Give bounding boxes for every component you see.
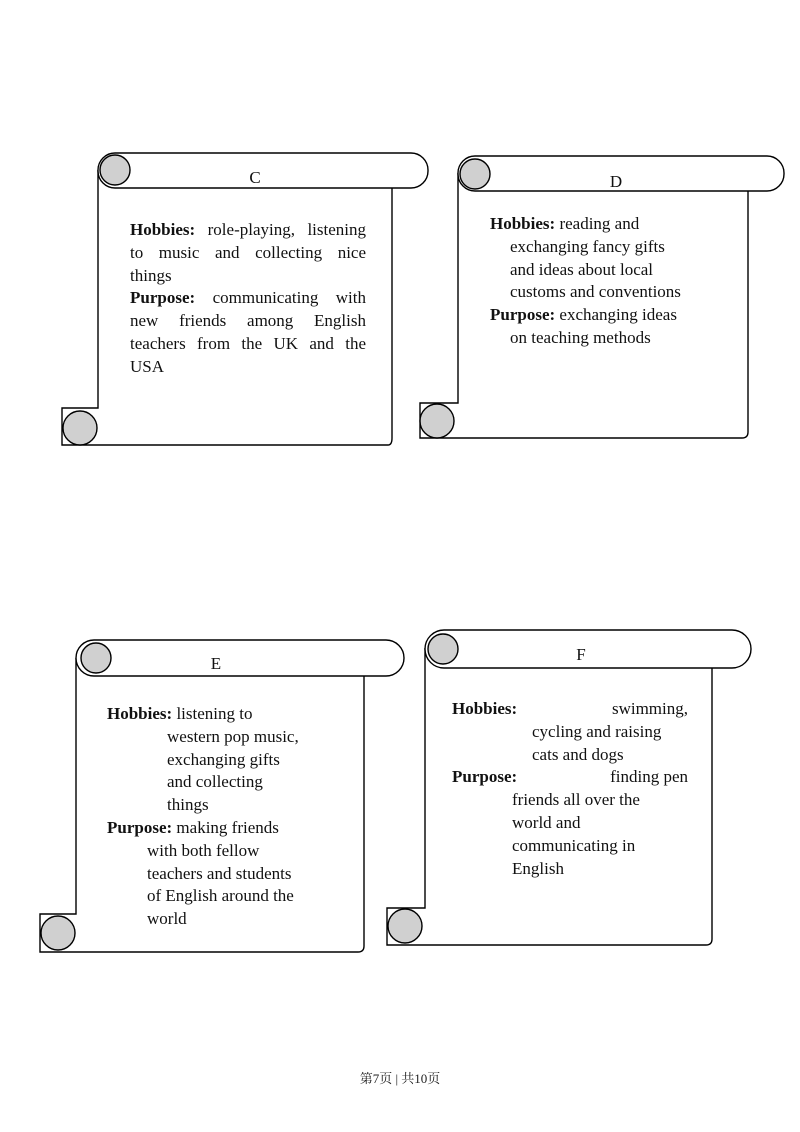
hobbies-label: Hobbies:	[490, 214, 556, 233]
purpose-text: friends all over the	[512, 790, 640, 810]
card-e-purpose	[107, 817, 331, 840]
hobbies-text: exchanging fancy gifts	[510, 236, 665, 256]
purpose-text: teachers and students	[147, 863, 292, 883]
card-d-body	[490, 213, 722, 350]
hobbies-text: listening to music and	[130, 220, 366, 262]
purpose-label: Purpose:	[130, 288, 196, 308]
page-footer: 第7页 | 共10页	[359, 1071, 441, 1086]
purpose-text: on teaching methods	[510, 327, 651, 347]
card-d-purpose	[490, 304, 722, 327]
purpose-text: world	[147, 909, 187, 929]
purpose-text: with both fellow	[147, 840, 260, 860]
hobbies-text: cats and dogs	[532, 744, 624, 764]
card-c-body	[130, 219, 366, 379]
card-c-purpose	[130, 287, 366, 378]
card-e-hobbies-cont	[107, 726, 331, 817]
hobbies-label: Hobbies:	[130, 220, 196, 239]
purpose-text: English teachers from the	[130, 311, 366, 353]
hobbies-label: Hobbies:	[452, 699, 518, 718]
hobbies-text: and ideas about local	[510, 259, 654, 279]
hobbies-text: and collecting	[167, 772, 263, 792]
hobbies-text: things	[167, 795, 209, 815]
purpose-text: making friends	[176, 817, 279, 837]
purpose-text: of English around the	[147, 886, 294, 906]
hobbies-label: Hobbies:	[107, 704, 173, 723]
card-d-purpose-cont	[490, 327, 722, 350]
purpose-label: Purpose:	[452, 767, 518, 787]
card-e-letter: E	[210, 654, 222, 673]
purpose-text: communicating in	[512, 835, 636, 855]
purpose-text: with new friends among	[130, 288, 367, 331]
hobbies-text: swimming,	[611, 699, 688, 718]
purpose-text: exchanging ideas	[559, 305, 677, 325]
hobbies-text: exchanging gifts	[167, 749, 280, 769]
hobbies-text: cycling and raising	[532, 721, 662, 741]
card-e-body	[107, 703, 331, 929]
purpose-text: communicating	[212, 288, 319, 308]
card-d-hobbies-cont	[490, 236, 722, 304]
card-e-hobbies	[107, 703, 331, 726]
card-d-hobbies	[490, 213, 722, 236]
card-f-purpose	[452, 766, 688, 789]
hobbies-text: western pop music,	[167, 726, 299, 746]
card-f-hobbies-cont	[452, 721, 688, 767]
purpose-label: Purpose:	[107, 817, 173, 837]
card-f-letter: F	[576, 645, 586, 664]
card-e-purpose-cont	[107, 840, 331, 931]
card-f-purpose-cont	[452, 789, 688, 880]
hobbies-text: reading and	[559, 214, 640, 233]
hobbies-text: listening to	[176, 704, 253, 723]
purpose-text: finding pen	[610, 767, 688, 787]
purpose-text: English	[512, 858, 564, 878]
card-d-letter: D	[609, 172, 623, 191]
purpose-text: world and	[512, 812, 581, 832]
hobbies-text: customs and conventions	[510, 282, 681, 302]
hobbies-text: role-playing,	[207, 220, 295, 239]
card-f-body	[452, 698, 688, 880]
hobbies-text: collecting nice things	[130, 242, 367, 285]
card-c-letter: C	[249, 168, 261, 187]
card-f-hobbies	[452, 698, 688, 721]
purpose-label: Purpose:	[490, 305, 556, 325]
purpose-text: UK and the USA	[130, 333, 367, 376]
card-c-hobbies	[130, 219, 366, 287]
